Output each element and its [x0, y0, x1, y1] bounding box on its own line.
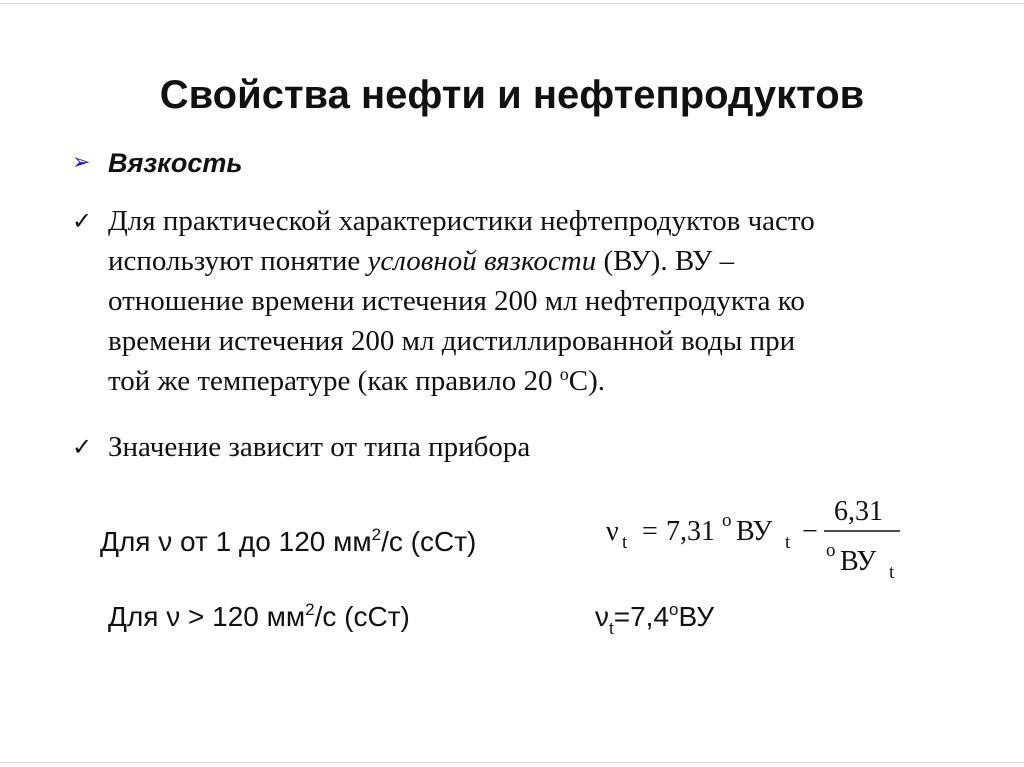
formula-high-subscript: t: [609, 619, 614, 638]
formula-high-nu: ν: [595, 601, 609, 632]
definition-line-5-end: С).: [568, 365, 606, 397]
device-dependence-text: Значение зависит от типа прибора: [108, 431, 531, 463]
formula-svg: [604, 496, 904, 586]
condition-high-text: Для ν > 120 мм: [108, 601, 306, 632]
formula-minus: −: [802, 516, 818, 547]
formula-numerator: 6,31: [834, 496, 883, 527]
checkmark-bullet-icon: ✓: [72, 207, 93, 235]
degree-mark: о: [559, 364, 569, 384]
definition-line-2-start: используют понятие: [108, 245, 368, 277]
formula-high-unit: ВУ: [678, 601, 715, 632]
formula-vu: ВУ: [736, 516, 773, 547]
square-exponent: 2: [305, 600, 315, 619]
definition-line-3: отношение времени истечения 200 мл нефтепродукта ко: [108, 285, 805, 317]
checkmark-bullet-icon: ✓: [72, 433, 93, 461]
definition-line-2: [108, 241, 948, 281]
definition-line-2-end: (ВУ). ВУ –: [596, 245, 735, 277]
bullet-definition: [72, 201, 948, 401]
formula-denominator-vu: ВУ: [840, 546, 877, 577]
definition-line-4: времени истечения 200 мл дистиллированной воды при: [108, 325, 796, 357]
formula-nu-subscript: t: [622, 532, 628, 553]
formula-coefficient: 7,31: [666, 516, 715, 547]
section-heading-row: [72, 145, 242, 181]
condition-low-text: Для ν от 1 до 120 мм: [100, 526, 372, 557]
slide-title: Свойства нефти и нефтепродуктов: [159, 73, 865, 117]
formula-high-value: =7,4: [613, 601, 670, 632]
formula-denominator-degree: o: [826, 540, 836, 561]
arrow-bullet-icon: ➢: [72, 150, 91, 175]
section-heading: Вязкость: [108, 148, 243, 178]
condition-low-unit: /с (сСт): [381, 526, 477, 557]
square-exponent: 2: [371, 525, 382, 544]
condition-high-viscosity: [108, 597, 410, 637]
formula-equals: =: [642, 516, 658, 547]
conventional-viscosity-term: условной вязкости: [367, 245, 597, 277]
formula-denominator-subscript: t: [889, 562, 895, 583]
formula-vu-subscript: t: [785, 532, 791, 553]
formula-low-viscosity: [604, 496, 904, 586]
bottom-border-line: [0, 762, 1024, 763]
definition-line-5: [108, 361, 948, 401]
bullet-device: [72, 427, 948, 467]
formula-nu: ν: [606, 516, 619, 547]
top-border-line: [0, 3, 1024, 4]
formula-high-degree: о: [669, 600, 679, 619]
condition-high-unit: /с (сСт): [314, 601, 410, 632]
definition-line-5-start: той же температуре (как правило 20: [108, 365, 560, 397]
definition-paragraph: [108, 201, 948, 401]
definition-line-1: Для практической характеристики нефтепродуктов часто: [108, 205, 815, 237]
formula-high-viscosity: [595, 597, 714, 637]
formula-degree: o: [722, 510, 732, 531]
condition-low-viscosity: [100, 522, 476, 562]
